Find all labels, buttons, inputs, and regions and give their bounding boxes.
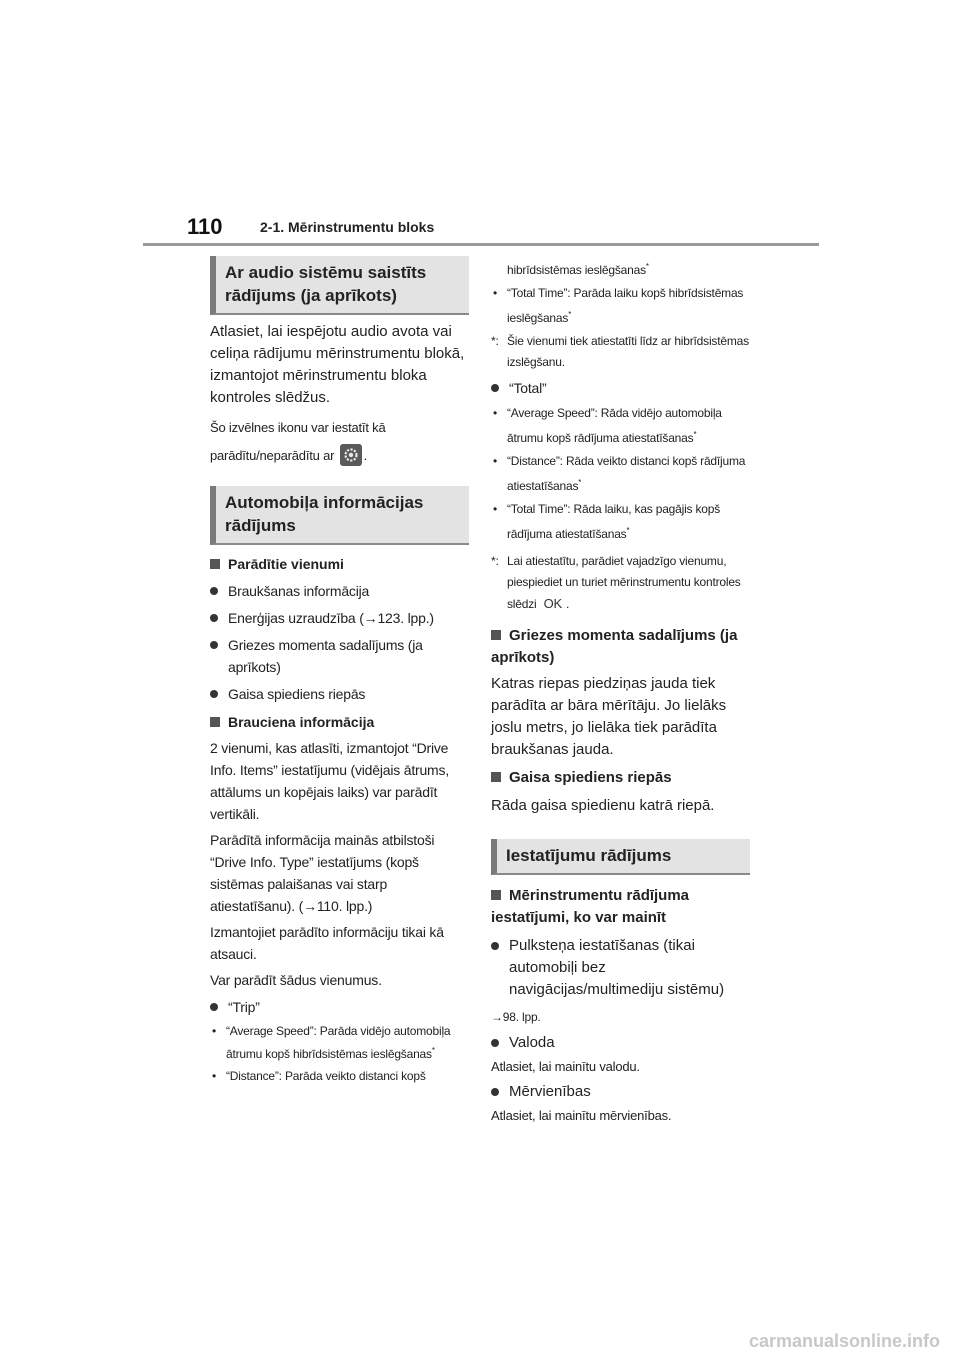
total-sub-item-text: “Distance”: Rāda veikto distanci kopš rādījuma atiestatīšanas [507, 454, 746, 493]
page-number: 110 [187, 214, 223, 239]
tire-pressure-description: Rāda gaisa spiedienu katrā riepā. [491, 797, 715, 814]
chapter-title: 2-1. Mērinstrumentu bloks [260, 219, 435, 235]
trip-sub-item-1: • “Average Speed”: Parāda vidējo automobiļa ātrumu kopš hibrīdsistēmas ieslēgšanas* [212, 1024, 451, 1061]
bullet-icon [491, 1039, 499, 1047]
bullet-icon [210, 587, 218, 595]
footnote-2 [491, 551, 753, 615]
total-label-text: “Total” [509, 380, 547, 396]
audio-icon-note-text: parādītu/neparādītu ar [210, 448, 335, 463]
trip-label-text: “Trip” [228, 999, 260, 1015]
tire-pressure-heading-text: Gaisa spiediens riepās [509, 769, 672, 786]
bullet-icon [491, 942, 499, 950]
trip-label [210, 996, 472, 1018]
settings-heading-text: Mērinstrumentu rādījuma iestatījumi, ko var mainīt [491, 887, 690, 926]
square-bullet-icon [491, 772, 501, 782]
section-heading-settings: Iestatījumu rādījums [491, 839, 750, 875]
trip-sub-item-text: hibrīdsistēmas ieslēgšanas [507, 263, 646, 277]
list-item-text: Enerģijas uzraudzība (→123. lpp.) [228, 610, 434, 626]
trip-sub-item-text: “Average Speed”: Parāda vidējo automobiļa ātrumu kopš hibrīdsistēmas ieslēgšanas [226, 1024, 451, 1061]
list-item-text: Mērvienības [509, 1083, 591, 1100]
audio-description: Atlasiet, lai iespējotu audio avota vai celiņa rādījumu mērinstrumentu blokā, izmantojot mērinstrumentu bloka kontroles slēdžus. [210, 323, 465, 406]
footnote-text: Lai atiestatītu, parādiet vajadzīgo vienumu, piespiediet un turiet mērinstrumentu kontroles slēdzi [507, 554, 741, 611]
square-bullet-icon [210, 717, 220, 727]
gear-icon [340, 444, 362, 466]
right-column [491, 256, 753, 1126]
trip-sub-item-3: • “Total Time”: Parāda laiku kopš hibrīdsistēmas ieslēgšanas* [493, 286, 744, 325]
square-bullet-icon [491, 630, 501, 640]
square-bullet-icon [210, 559, 220, 569]
square-bullet-icon [491, 890, 501, 900]
clock-page-ref: →98. lpp. [491, 1010, 541, 1024]
list-item-text: Pulksteņa iestatīšanas (tikai automobiļi bez navigācijas/multimediju sistēmu) [509, 937, 725, 998]
torque-heading [491, 625, 753, 669]
audio-icon-note-1: Šo izvēlnes ikonu var iestatīt kā [210, 420, 386, 435]
trip-info-heading [210, 711, 472, 733]
bullet-icon [210, 641, 218, 649]
language-description: Atlasiet, lai mainītu valodu. [491, 1059, 640, 1074]
footnote-mark: *: [491, 554, 499, 568]
audio-icon-note-2 [210, 444, 472, 466]
list-item [491, 935, 753, 1001]
list-item-text: Gaisa spiediens riepās [228, 686, 366, 702]
trip-sub-item-text: “Total Time”: Parāda laiku kopš hibrīdsistēmas ieslēgšanas [507, 286, 744, 325]
total-sub-item-text: “Total Time”: Rāda laiku, kas pagājis kopš rādījuma atiestatīšanas [507, 502, 721, 541]
list-item-text: Valoda [509, 1034, 555, 1051]
total-sub-item-3: • “Total Time”: Rāda laiku, kas pagājis kopš rādījuma atiestatīšanas* [493, 502, 721, 541]
audio-icon-note-end: . [363, 448, 368, 463]
units-description: Atlasiet, lai mainītu mērvienības. [491, 1108, 672, 1123]
trip-sub-item-text: “Distance”: Parāda veikto distanci kopš [226, 1069, 426, 1083]
ok-button-icon: OK [543, 596, 563, 611]
list-item [210, 683, 472, 705]
list-item [491, 1032, 753, 1054]
footnote-1 [491, 331, 753, 373]
total-sub-item-1: • “Average Speed”: Rāda vidējo automobiļa ātrumu kopš rādījuma atiestatīšanas* [493, 406, 722, 445]
list-item [210, 607, 472, 629]
bullet-icon [210, 614, 218, 622]
bullet-icon [210, 690, 218, 698]
list-item-text: Griezes momenta sadalījums (ja aprīkots) [228, 637, 423, 675]
trip-paragraph-2: Parādītā informācija mainās atbilstoši “Drive Info. Type” iestatījums (kopš sistēmas palaišanas vai starp atiestatīšanu). (→110. lpp.) [210, 832, 435, 914]
trip-paragraph-4: Var parādīt šādus vienumus. [210, 972, 382, 988]
list-item [210, 580, 472, 602]
bullet-icon [491, 384, 499, 392]
trip-sub-item-2-cont: hibrīdsistēmas ieslēgšanas* [507, 262, 649, 277]
list-item-text: Braukšanas informācija [228, 583, 370, 599]
list-item [491, 1081, 753, 1103]
torque-description: Katras riepas piedziņas jauda tiek parādīta ar bāra mērītāju. Jo lielāks joslu metrs, jo lielāka tiek parādīta braukšanas jauda. [491, 675, 727, 758]
footnote-mark: *: [491, 334, 499, 348]
tire-pressure-heading [491, 767, 753, 789]
total-sub-item-2: • “Distance”: Rāda veikto distanci kopš rādījuma atiestatīšanas* [493, 454, 746, 493]
bullet-icon [210, 1003, 218, 1011]
section-heading-vehicle-info: Automobiļa informācijas rādījums [210, 486, 469, 545]
trip-info-heading-text: Brauciena informācija [228, 714, 375, 730]
bullet-icon [491, 1088, 499, 1096]
settings-heading [491, 885, 753, 929]
section-heading-audio: Ar audio sistēmu saistīts rādījums (ja aprīkots) [210, 256, 469, 315]
left-column [210, 256, 472, 1087]
shown-items-heading-text: Parādītie vienumi [228, 556, 344, 572]
total-sub-item-text: “Average Speed”: Rāda vidējo automobiļa ātrumu kopš rādījuma atiestatīšanas [507, 406, 722, 445]
torque-heading-text: Griezes momenta sadalījums (ja aprīkots) [491, 627, 738, 666]
list-item [210, 634, 472, 678]
trip-paragraph-1: 2 vienumi, kas atlasīti, izmantojot “Drive Info. Items” iestatījumu (vidējais ātrums, attālums un kopējais laiks) var parādīt vertikāli. [210, 740, 450, 822]
total-label [491, 377, 753, 399]
footnote-end: . [566, 597, 570, 611]
footnote-text: Šie vienumi tiek atiestatīti līdz ar hibrīdsistēmas izslēgšanu. [507, 334, 749, 369]
trip-sub-item-2: • “Distance”: Parāda veikto distanci kopš [212, 1069, 426, 1083]
shown-items-heading [210, 553, 472, 575]
watermark: carmanualsonline.info [748, 1331, 940, 1351]
header-rule [143, 243, 819, 246]
trip-paragraph-3: Izmantojiet parādīto informāciju tikai kā atsauci. [210, 924, 444, 962]
